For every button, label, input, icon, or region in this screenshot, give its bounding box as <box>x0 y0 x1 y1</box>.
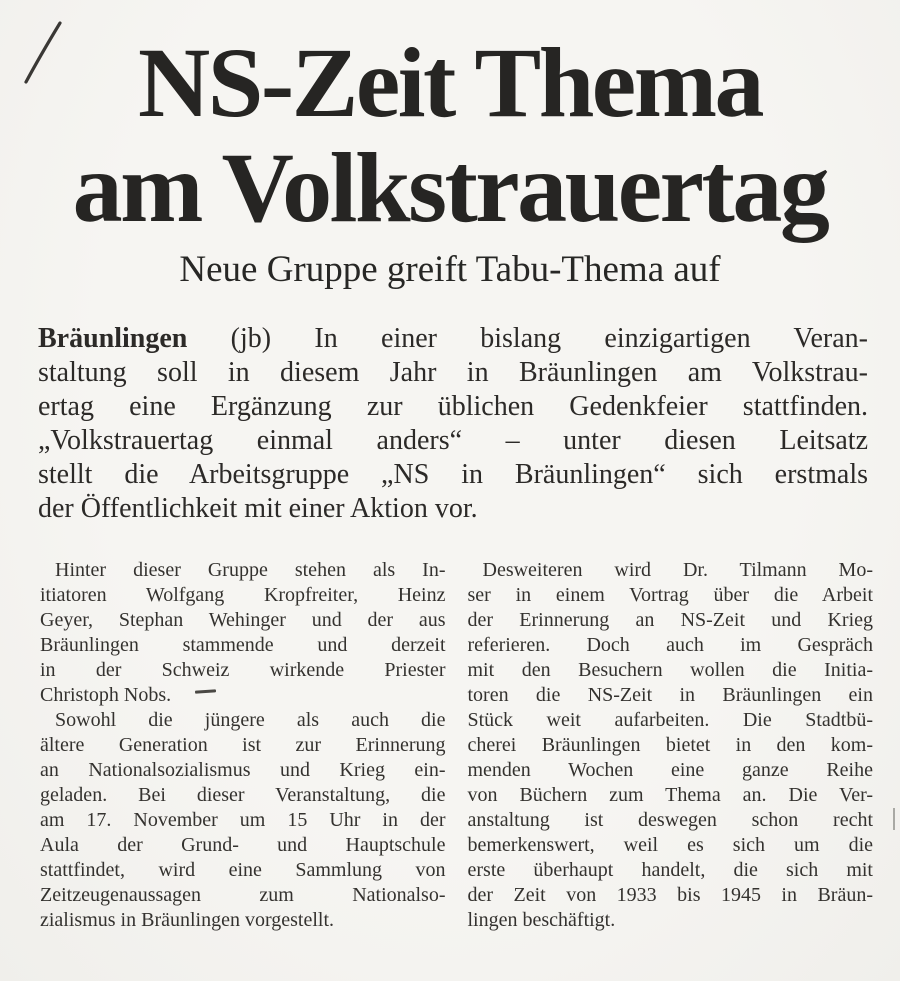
text-line: anstaltung ist deswegen schon recht <box>467 809 873 831</box>
lead-paragraph <box>0 322 900 526</box>
text-line: itiatoren Wolfgang Kropfreiter, Heinz <box>40 584 446 606</box>
text-line: referieren. Doch auch im Gespräch <box>467 634 873 656</box>
headline-line1: NS-Zeit Thema <box>138 27 762 138</box>
text-line: lingen beschäftigt. <box>467 909 616 931</box>
text-line: mit den Besuchern wollen die Initia- <box>467 659 873 681</box>
text-line: Sowohl die jüngere als auch die <box>55 709 446 731</box>
text-line: am 17. November um 15 Uhr in der <box>40 809 446 831</box>
headline-line2: am Volkstrauertag <box>72 132 828 243</box>
text-line: Aula der Grund- und Hauptschule <box>40 834 446 856</box>
text-line: ser in einem Vortrag über die Arbeit <box>467 584 873 606</box>
text-line: der Zeit von 1933 bis 1945 in Bräun- <box>467 884 873 906</box>
lead-first-line-rest: (jb) In einer bislang einzigartigen Veran- <box>187 323 868 354</box>
text-line: der Erinnerung an NS-Zeit und Krieg <box>467 609 873 631</box>
text-line: cherei Bräunlingen bietet in den kom- <box>467 734 873 756</box>
text-line: Bräunlingen stammende und derzeit <box>40 634 446 656</box>
subheadline: Neue Gruppe greift Tabu-Thema auf <box>179 249 721 290</box>
text-line: erste überhaupt handelt, die sich mit <box>467 859 873 881</box>
text-line: Christoph Nobs. <box>40 684 172 706</box>
text-line: „Volkstrauertag einmal anders“ – unter diesen Leitsatz <box>38 425 868 456</box>
text-line: geladen. Bei dieser Veranstaltung, die <box>40 784 446 806</box>
handwritten-slash-mark <box>20 16 68 90</box>
lead-first-line <box>38 322 868 356</box>
paragraph-lecture <box>468 558 874 933</box>
text-line: Hinter dieser Gruppe stehen als In- <box>55 559 446 581</box>
text-line: an Nationalsozialismus und Krieg ein- <box>40 759 446 781</box>
text-line: toren die NS-Zeit in Bräunlingen ein <box>467 684 873 706</box>
paragraph-initiators <box>40 558 446 708</box>
lead-lines <box>38 356 868 526</box>
text-line: staltung soll in diesem Jahr in Bräunlingen am Volkstrau- <box>38 357 868 388</box>
column-right <box>468 558 874 933</box>
text-line: Geyer, Stephan Wehinger und der aus <box>40 609 446 631</box>
text-line: zialismus in Bräunlingen vorgestellt. <box>40 909 335 931</box>
headline <box>0 0 900 243</box>
dateline-location: Bräunlingen <box>38 323 188 354</box>
scan-edge-artifact <box>893 808 895 830</box>
text-line: ältere Generation ist zur Erinnerung <box>40 734 446 756</box>
text-line: stattfindet, wird eine Sammlung von <box>40 859 446 881</box>
column-left <box>40 558 446 933</box>
text-line: von Büchern zum Thema an. Die Ver- <box>467 784 873 806</box>
text-line: in der Schweiz wirkende Priester <box>40 659 446 681</box>
paragraph-event <box>40 708 446 933</box>
text-line: Zeitzeugenaussagen zum Nationalso- <box>40 884 446 906</box>
text-line: menden Wochen eine ganze Reihe <box>467 759 873 781</box>
text-line: Stück weit aufarbeiten. Die Stadtbü- <box>467 709 873 731</box>
article-body <box>0 558 900 933</box>
text-line: Desweiteren wird Dr. Tilmann Mo- <box>482 559 873 581</box>
text-line: bemerkenswert, weil es sich um die <box>467 834 873 856</box>
text-line: ertag eine Ergänzung zur üblichen Gedenkfeier stattfinden. <box>38 391 868 422</box>
text-line: der Öffentlichkeit mit einer Aktion vor. <box>38 493 478 524</box>
text-line: stellt die Arbeitsgruppe „NS in Bräunlingen“ sich erstmals <box>38 459 868 490</box>
